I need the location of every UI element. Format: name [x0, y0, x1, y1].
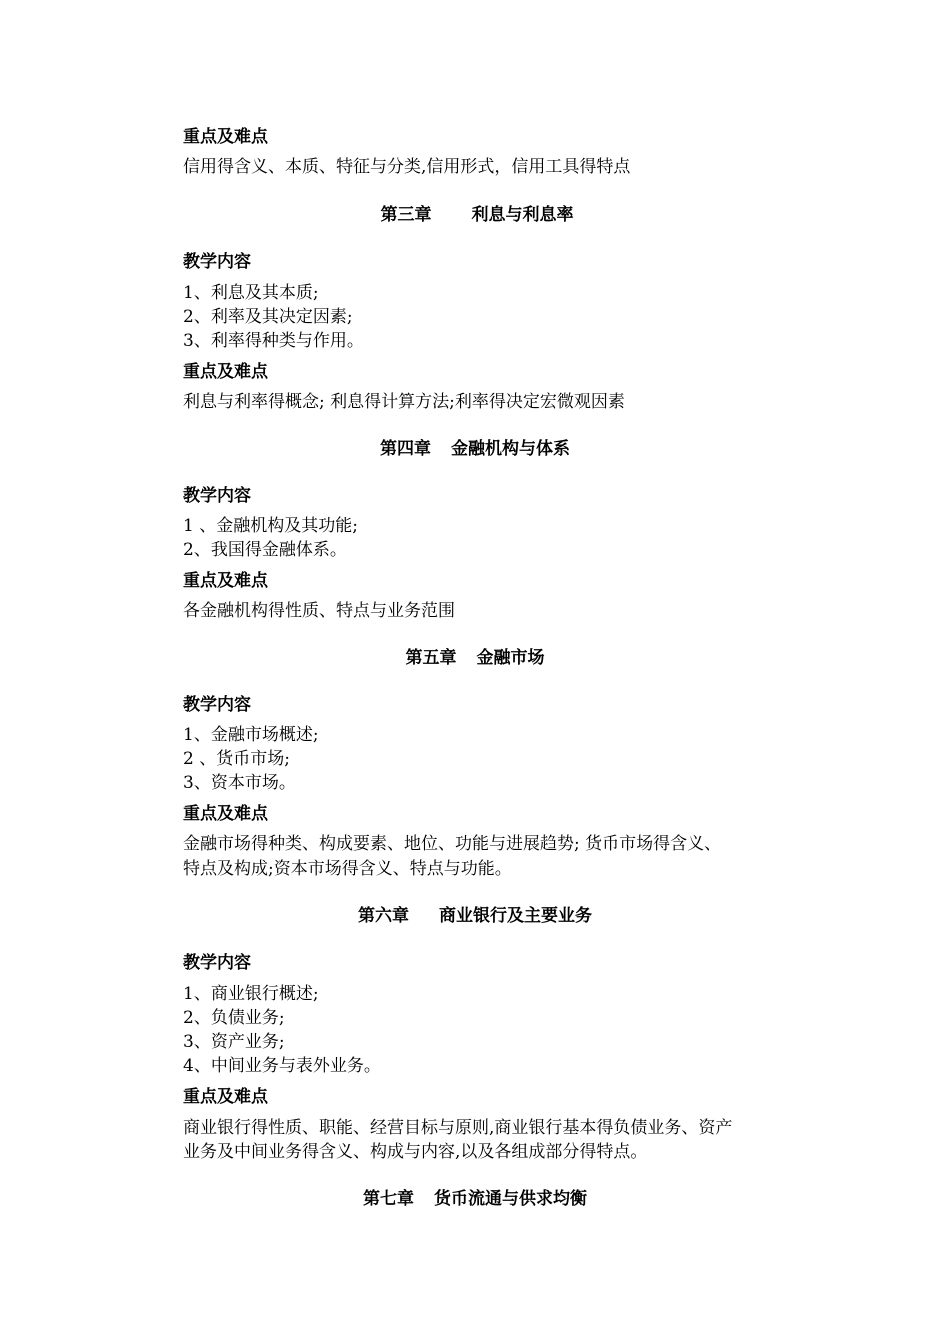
chapter-title — [0, 905, 950, 927]
chapter-name: 利息与利息率 — [471, 205, 574, 225]
paragraph-line: 特点及构成;资本市场得含义、特点与功能。 — [183, 859, 512, 879]
chapter-number: 第六章 — [358, 906, 409, 926]
section-heading: 教学内容 — [183, 252, 251, 272]
section-heading: 教学内容 — [183, 953, 251, 973]
list-item: 3、资本市场。 — [183, 773, 296, 793]
list-item: 1 、金融机构及其功能; — [183, 516, 358, 536]
section-heading: 重点及难点 — [183, 804, 268, 824]
chapter-title — [0, 204, 950, 226]
list-item: 2 、货币市场; — [183, 749, 290, 769]
section-heading: 重点及难点 — [183, 362, 268, 382]
paragraph-line: 金融市场得种类、构成要素、地位、功能与进展趋势; 货币市场得含义、 — [183, 834, 722, 854]
chapter-name: 金融市场 — [476, 648, 545, 668]
section-heading: 教学内容 — [183, 486, 251, 506]
list-item: 4、中间业务与表外业务。 — [183, 1056, 381, 1076]
list-item: 1、商业银行概述; — [183, 984, 319, 1004]
list-item: 1、利息及其本质; — [183, 283, 319, 303]
list-item: 3、利率得种类与作用。 — [183, 331, 364, 351]
paragraph-line: 商业银行得性质、职能、经营目标与原则,商业银行基本得负债业务、资产 — [183, 1118, 733, 1138]
section-heading: 教学内容 — [183, 695, 251, 715]
chapter-number: 第五章 — [405, 648, 457, 668]
chapter-number: 第三章 — [380, 205, 432, 225]
chapter-number: 第四章 — [380, 439, 431, 459]
paragraph-line: 各金融机构得性质、特点与业务范围 — [183, 601, 455, 621]
section-heading: 重点及难点 — [183, 571, 268, 591]
section-heading: 重点及难点 — [183, 1087, 268, 1107]
paragraph-line: 信用得含义、本质、特征与分类,信用形式，信用工具得特点 — [183, 157, 631, 177]
chapter-name: 商业银行及主要业务 — [439, 906, 592, 926]
list-item: 3、资产业务; — [183, 1032, 285, 1052]
chapter-title — [0, 438, 950, 460]
chapter-title — [0, 1188, 950, 1210]
paragraph-line: 业务及中间业务得含义、构成与内容,以及各组成部分得特点。 — [183, 1142, 648, 1162]
section-heading: 重点及难点 — [183, 127, 268, 147]
list-item: 2、我国得金融体系。 — [183, 540, 347, 560]
list-item: 1、金融市场概述; — [183, 725, 319, 745]
chapter-number: 第七章 — [363, 1189, 414, 1209]
paragraph-line: 利息与利率得概念; 利息得计算方法;利率得决定宏微观因素 — [183, 392, 625, 412]
chapter-name: 金融机构与体系 — [451, 439, 570, 459]
list-item: 2、利率及其决定因素; — [183, 307, 353, 327]
chapter-title — [0, 647, 950, 669]
chapter-name: 货币流通与供求均衡 — [434, 1189, 587, 1209]
list-item: 2、负债业务; — [183, 1008, 285, 1028]
